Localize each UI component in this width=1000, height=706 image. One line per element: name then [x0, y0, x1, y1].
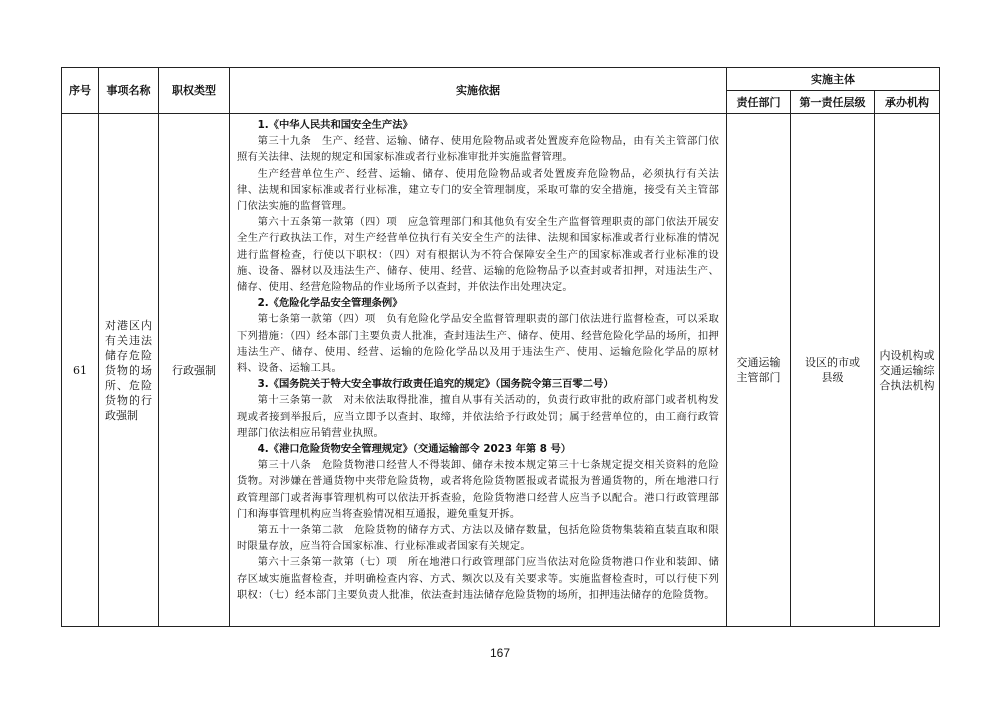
header-agency: 承办机构 [875, 91, 940, 114]
law-article: 生产经营单位生产、经营、运输、储存、使用危险物品或者处置废弃危险物品，必须执行有关法律、法规和国家标准或者行业标准，建立专门的安全管理制度，采取可靠的安全措施，接受有关主管部门依法实施的监督管理。 [237, 167, 719, 213]
law-article: 第六十三条第一款第（七）项 所在地港口行政管理部门应当依法对危险货物港口作业和装卸、储存区域实施监督检查，并明确检查内容、方式、频次以及有关要求等。实施监督检查时，可以行使下列职权：（七）经本部门主要负责人批准，依法查封违法储存危险货物的场所，扣押违法储存的危险货物。 [237, 556, 719, 601]
row-level: 设区的市或县级 [791, 114, 875, 627]
law-title: 1.《中华人民共和国安全生产法》 [257, 119, 413, 131]
table-row [62, 114, 940, 627]
header-index: 序号 [62, 68, 99, 114]
header-level: 第一责任层级 [791, 91, 875, 114]
enforcement-table [61, 67, 940, 627]
law-article: 第六十五条第一款第（四）项 应急管理部门和其他负有安全生产监督管理职责的部门依法开展安全生产行政执法工作，对生产经营单位执行有关安全生产的法律、法规和国家标准或者行业标准的情况进行监督检查，行使以下职权：（四）对有根据认为不符合保障安全生产的国家标准或者行业标准的设施、设备、器材以及违法生产、储存、使用、经营、运输的危险物品予以查封或者扣押，对违法生产、储存、使用、经营危险物品的作业场所予以查封，并依法作出处理决定。 [237, 216, 719, 294]
law-title: 3.《国务院关于特大安全事故行政责任追究的规定》（国务院令第三百零二号） [257, 378, 614, 391]
row-name: 对港区内有关违法储存危险货物的场所、危险货物的行政强制 [99, 114, 159, 627]
law-title: 2.《危险化学品安全管理条例》 [257, 297, 403, 310]
header-type: 职权类型 [159, 68, 230, 114]
row-basis [230, 114, 727, 627]
page-number: 167 [489, 646, 511, 660]
header-name: 事项名称 [99, 68, 159, 114]
law-article: 第三十九条 生产、经营、运输、储存、使用危险物品或者处置废弃危险物品，由有关主管部门依照有关法律、法规的规定和国家标准或者行业标准审批并实施监督管理。 [237, 135, 719, 164]
header-basis: 实施依据 [230, 68, 727, 114]
basis-paragraphs [237, 117, 719, 603]
row-agency: 内设机构或交通运输综合执法机构 [875, 114, 940, 627]
row-dept: 交通运输主管部门 [727, 114, 791, 627]
header-dept: 责任部门 [727, 91, 791, 114]
law-article: 第五十一条第二款 危险货物的储存方式、方法以及储存数量，包括危险货物集装箱直装直取和限时限量存放，应当符合国家标准、行业标准或者国家有关规定。 [237, 524, 719, 553]
law-article: 第十三条第一款 对未依法取得批准，擅自从事有关活动的，负责行政审批的政府部门或者机构发现或者接到举报后，应当立即予以查封、取缔，并依法给予行政处罚；属于经营单位的，由工商行政管理部门依法相应吊销营业执照。 [237, 394, 719, 439]
row-index: 61 [62, 114, 99, 627]
law-article: 第三十八条 危险货物港口经营人不得装卸、储存未按本规定第三十七条规定提交相关资料的危险货物。对涉嫌在普通货物中夹带危险货物，或者将危险货物匿报或者谎报为普通货物的，所在地港口行政管理部门或者海事管理机构可以依法开拆查验，危险货物港口经营人应当予以配合。港口行政管理部门和海事管理机构应当将查验情况相互通报，避免重复开拆。 [237, 459, 719, 520]
header-subject: 实施主体 [727, 68, 940, 91]
law-title: 4.《港口危险货物安全管理规定》（交通运输部令 2023 年第 8 号） [257, 443, 572, 456]
row-type: 行政强制 [159, 114, 230, 627]
law-article: 第七条第一款第（四）项 负有危险化学品安全监督管理职责的部门依法进行监督检查，可以采取下列措施：（四）经本部门主要负责人批准，查封违法生产、储存、使用、经营危险化学品的场所，扣押违法生产、储存、使用、经营、运输的危险化学品以及用于违法生产、使用、运输危险化学品的原材料、设备、运输工具。 [237, 313, 719, 375]
